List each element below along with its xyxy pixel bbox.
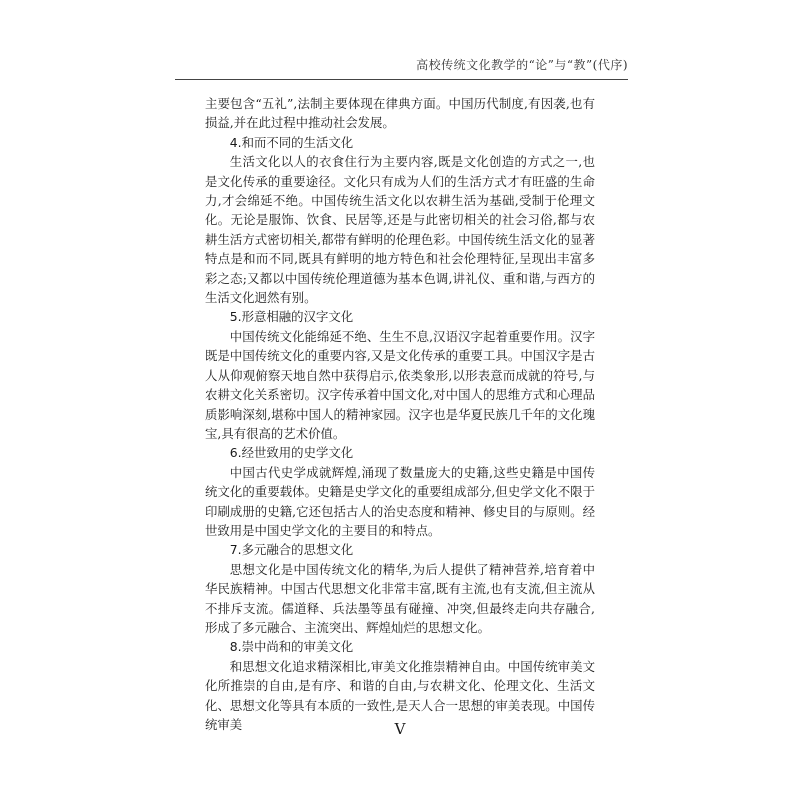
section-heading: 4.和而不同的生活文化 bbox=[229, 134, 354, 150]
intro-paragraph: 主要包含“五礼”,法制主要体现在律典方面。中国历代制度,有因袭,也有损益,并在此过程中推动社会发展。 bbox=[205, 96, 595, 131]
section-heading: 7.多元融合的思想文化 bbox=[229, 542, 354, 558]
section-paragraph: 和思想文化追求精深相比,审美文化推崇精神自由。中国传统审美文化所推崇的自由,是有序、和谐的自由,与农耕文化、伦理文化、生活文化、思想文化等具有本质的一致性,是天人合一思想的审美表现。中国传统审美 bbox=[205, 658, 595, 732]
running-header: 高校传统文化教学的“论”与“教”(代序) bbox=[416, 58, 628, 72]
section-paragraph: 中国古代史学成就辉煌,涌现了数量庞大的史籍,这些史籍是中国传统文化的重要载体。史籍是史学文化的重要组成部分,但史学文化不限于印刷成册的史籍,它还包括古人的治史态度和精神、修史目的与原则。经世致用是中国史学文化的主要目的和特点。 bbox=[205, 464, 595, 538]
page-number: V bbox=[394, 720, 406, 738]
header-rule bbox=[175, 79, 628, 80]
section-heading: 6.经世致用的史学文化 bbox=[229, 445, 354, 461]
section-heading: 8.崇中尚和的审美文化 bbox=[229, 639, 354, 655]
section-heading: 5.形意相融的汉字文化 bbox=[229, 309, 354, 325]
section-paragraph: 生活文化以人的衣食住行为主要内容,既是文化创造的方式之一,也是文化传承的重要途径。文化只有成为人们的生活方式才有旺盛的生命力,才会绵延不绝。中国传统生活文化以农耕生活为基础,受制于伦理文化。无论是服饰、饮食、民居等,还是与此密切相关的社会习俗,都与农耕生活方式密切相关,都带有鲜明的伦理色彩。中国传统生活文化的显著特点是和而不同,既具有鲜明的地方特色和社会伦理特征,呈现出丰富多彩之态;又都以中国传统伦理道德为基本色调,讲礼仪、重和谐,与西方的生活文化迥然有别。 bbox=[205, 154, 595, 306]
section-paragraph: 思想文化是中国传统文化的精华,为后人提供了精神营养,培育着中华民族精神。中国古代思想文化非常丰富,既有主流,也有支流,但主流从不排斥支流。儒道释、兵法墨等虽有碰撞、冲突,但最终走向共存融合,形成了多元融合、主流突出、辉煌灿烂的思想文化。 bbox=[205, 561, 595, 635]
section-paragraph: 中国传统文化能绵延不绝、生生不息,汉语汉字起着重要作用。汉字既是中国传统文化的重要内容,又是文化传承的重要工具。中国汉字是古人从仰观俯察天地自然中获得启示,依类象形,以形表意而成就的符号,与农耕文化关系密切。汉字传承着中国文化,对中国人的思维方式和心理品质影响深刻,堪称中国人的精神家园。汉字也是华夏民族几千年的文化瑰宝,具有很高的艺术价值。 bbox=[205, 328, 595, 441]
body-text bbox=[205, 94, 595, 734]
